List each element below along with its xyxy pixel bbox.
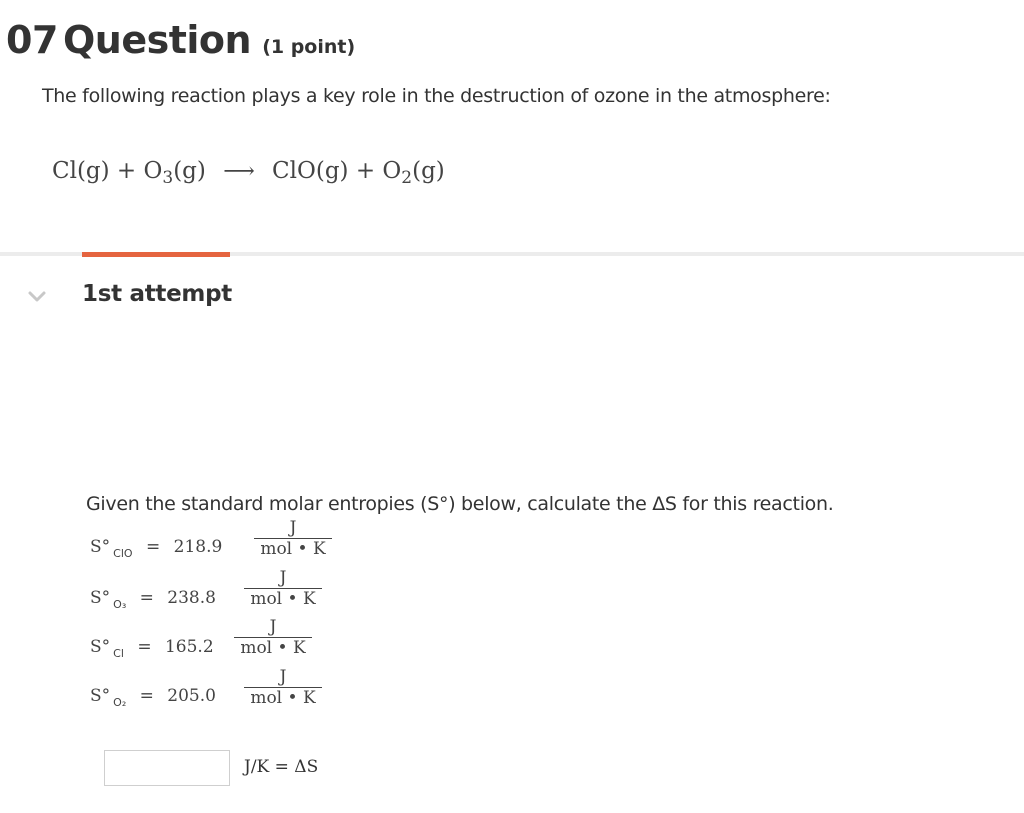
chevron-down-icon[interactable] <box>27 290 47 304</box>
unit-numerator: J <box>289 518 297 538</box>
unit-numerator: J <box>279 667 287 687</box>
reactant-tail: (g) <box>173 158 206 184</box>
reaction-arrow: ⟶ <box>223 159 255 184</box>
reactant-subscript: 3 <box>162 168 174 188</box>
question-header <box>6 18 355 62</box>
entropy-row-o2 <box>90 686 216 709</box>
reaction-equation <box>52 158 445 188</box>
unit-fraction <box>254 518 332 559</box>
entropy-value: 218.9 <box>173 537 223 557</box>
species-label: O₃ <box>113 598 127 611</box>
equals-sign: = <box>145 537 161 557</box>
entropy-symbol: S° <box>90 637 111 657</box>
species-label: O₂ <box>113 696 127 709</box>
unit-fraction <box>244 568 322 609</box>
attempt-indicator-bar <box>82 252 230 257</box>
product-side: ClO(g) + O <box>272 158 402 184</box>
attempt-label: 1st attempt <box>82 281 232 307</box>
unit-numerator: J <box>269 617 277 637</box>
entropy-value: 238.8 <box>167 588 216 608</box>
answer-input[interactable] <box>104 750 230 786</box>
unit-denominator: mol • K <box>260 539 326 559</box>
unit-denominator: mol • K <box>240 638 306 658</box>
unit-fraction <box>234 617 312 658</box>
entropy-row-clo <box>90 537 223 560</box>
question-title: Question <box>62 18 252 62</box>
reactant-side: Cl(g) + O <box>52 158 163 184</box>
unit-numerator: J <box>279 568 287 588</box>
question-points: (1 point) <box>262 36 356 58</box>
species-label: ClO <box>113 547 133 560</box>
unit-denominator: mol • K <box>250 688 316 708</box>
equals-sign: = <box>137 637 152 657</box>
answer-unit-label: J/K = ΔS <box>244 757 319 777</box>
entropy-row-cl <box>90 637 214 660</box>
unit-denominator: mol • K <box>250 589 316 609</box>
unit-fraction <box>244 667 322 708</box>
question-prompt: The following reaction plays a key role in the destruction of ozone in the atmosphere: <box>42 85 831 107</box>
entropy-symbol: S° <box>90 537 111 557</box>
product-tail: (g) <box>412 158 445 184</box>
question-number: 07 <box>6 18 58 62</box>
entropy-symbol: S° <box>90 686 111 706</box>
entropy-value: 165.2 <box>164 637 214 657</box>
entropy-value: 205.0 <box>167 686 216 706</box>
species-label: Cl <box>113 647 124 660</box>
equals-sign: = <box>139 588 154 608</box>
given-text: Given the standard molar entropies (S°) below, calculate the ΔS for this reaction. <box>86 493 834 515</box>
product-subscript: 2 <box>401 168 413 188</box>
entropy-row-o3 <box>90 588 216 611</box>
entropy-symbol: S° <box>90 588 111 608</box>
equals-sign: = <box>139 686 154 706</box>
